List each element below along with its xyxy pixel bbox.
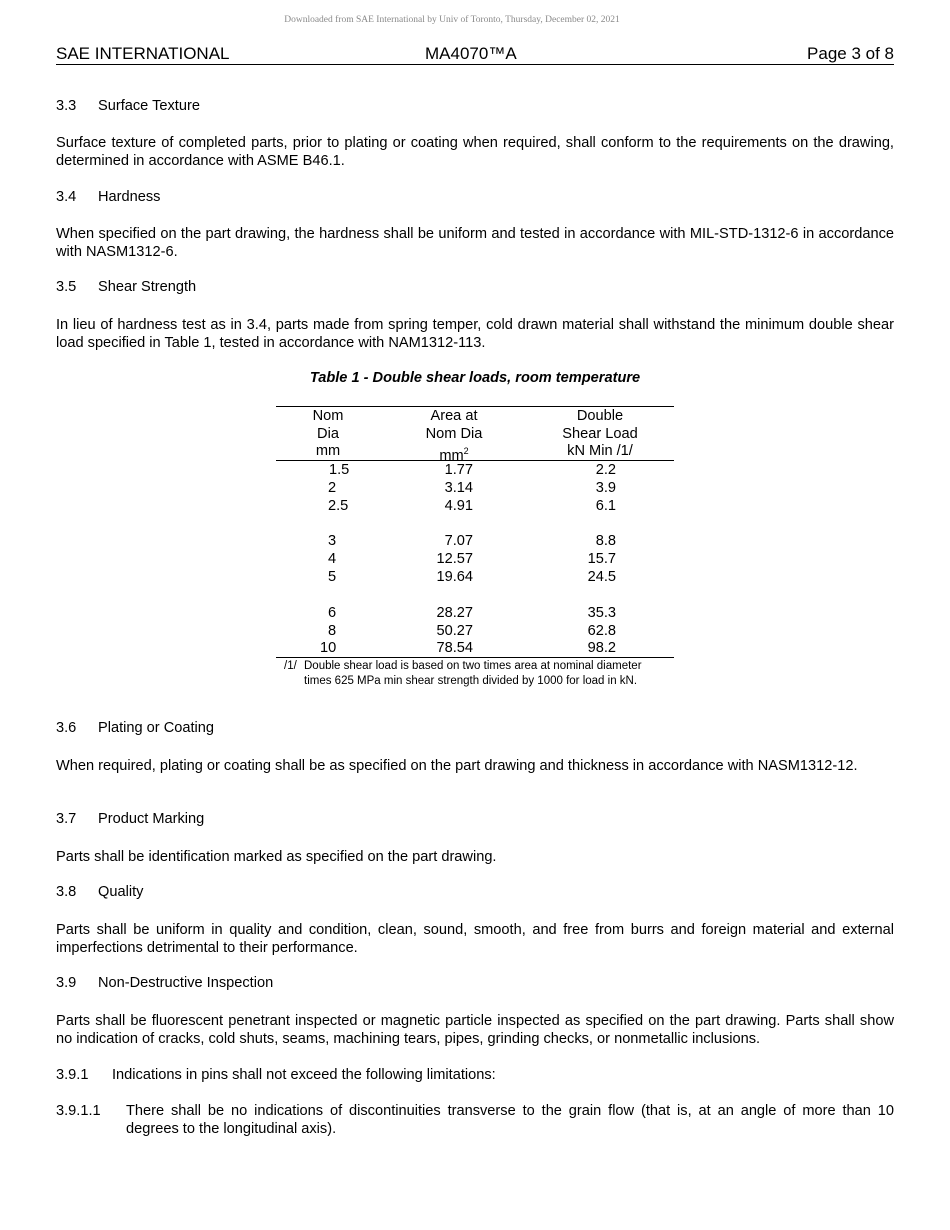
section-heading-3-4 — [56, 189, 160, 205]
column-header-double-shear-load: Double Shear Load kN Min /1/ — [562, 408, 638, 459]
table-cell-area: 12.57 — [436, 551, 473, 567]
section-heading-3-3 — [56, 98, 200, 114]
table-cell-nom-dia: 5 — [328, 569, 337, 585]
section-heading-3-9 — [56, 975, 273, 991]
table-footnote — [284, 659, 669, 688]
table-cell-area: 19.64 — [436, 569, 473, 585]
table-cell-shear-load: 3.9 — [595, 480, 616, 496]
section-body-3-5: In lieu of hardness test as in 3.4, parts made from spring temper, cold drawn material shall withstand the minimum double shear load specified in Table 1, tested in accordance with NAM1312-113. — [56, 317, 894, 351]
table-cell-area: 28.27 — [436, 605, 473, 621]
subsection-number: 3.9.1.1 — [56, 1103, 101, 1119]
section-body-3-9: Parts shall be fluorescent penetrant inspected or magnetic particle inspected as specified on the part drawing. Parts shall show no indication of cracks, cold shuts, seams, machining tears, pipes, grinding checks, or nonmetallic inclusions. — [56, 1013, 894, 1047]
section-title: Product Marking — [98, 811, 205, 827]
download-watermark: Downloaded from SAE International by Univ of Toronto, Thursday, December 02, 2021 — [284, 15, 620, 25]
table-header-rule — [276, 460, 674, 461]
table-top-rule — [276, 406, 674, 407]
table-cell-area: 7.07 — [444, 533, 473, 549]
section-title: Quality — [98, 884, 144, 900]
section-title: Non-Destructive Inspection — [98, 975, 274, 991]
section-title: Shear Strength — [98, 279, 197, 295]
section-body-3-8: Parts shall be uniform in quality and condition, clean, sound, smooth, and free from burrs and foreign material and external imperfections detrimental to their performance. — [56, 922, 894, 956]
header-page-number: Page 3 of 8 — [807, 44, 894, 63]
table-cell-nom-dia: 1.5 — [329, 462, 350, 478]
table-cell-shear-load: 8.8 — [595, 533, 616, 549]
table-cell-nom-dia: 8 — [328, 623, 337, 639]
table-cell-area: 50.27 — [436, 623, 473, 639]
section-number: 3.3 — [56, 98, 77, 114]
column-header-nom-dia: Nom Dia mm — [312, 408, 344, 459]
subsection-3-9-1 — [56, 1066, 894, 1084]
table-cell-nom-dia: 6 — [328, 605, 337, 621]
table-cell-area: 1.77 — [444, 462, 473, 478]
table-cell-shear-load: 24.5 — [587, 569, 616, 585]
table-cell-shear-load: 98.2 — [587, 640, 616, 656]
section-number: 3.8 — [56, 884, 77, 900]
table-cell-nom-dia: 4 — [328, 551, 337, 567]
footnote-marker: /1/ — [284, 660, 297, 672]
table-cell-shear-load: 6.1 — [595, 498, 616, 514]
subsection-3-9-1-1 — [56, 1102, 894, 1138]
table-cell-nom-dia: 10 — [320, 640, 337, 656]
header-organization: SAE INTERNATIONAL — [56, 44, 230, 63]
section-title: Plating or Coating — [98, 720, 215, 736]
section-body-3-7: Parts shall be identification marked as specified on the part drawing. — [56, 849, 497, 865]
section-number: 3.9 — [56, 975, 77, 991]
header-document-number: MA4070™A — [425, 44, 517, 63]
table-cell-shear-load: 2.2 — [595, 462, 616, 478]
table-cell-shear-load: 62.8 — [587, 623, 616, 639]
subsection-text: Indications in pins shall not exceed the following limitations: — [112, 1067, 496, 1083]
subsection-text: There shall be no indications of discontinuities transverse to the grain flow (that is, at an angle of more than 10 degrees to the longitudinal axis). — [126, 1103, 894, 1137]
table-caption: Table 1 - Double shear loads, room temperature — [309, 370, 641, 386]
table-cell-nom-dia: 2.5 — [328, 498, 349, 514]
section-body-3-6: When required, plating or coating shall be as specified on the part drawing and thickness in accordance with NASM1312-12. — [56, 758, 858, 774]
table-bottom-rule — [276, 657, 674, 658]
section-number: 3.4 — [56, 189, 77, 205]
table-cell-nom-dia: 3 — [328, 533, 337, 549]
section-heading-3-7 — [56, 811, 204, 827]
section-number: 3.7 — [56, 811, 77, 827]
section-number: 3.6 — [56, 720, 77, 736]
column-header-area: Area at Nom Dia $mm^2$ — [425, 408, 483, 464]
section-body-3-4: When specified on the part drawing, the hardness shall be uniform and tested in accordance with MIL-STD-1312-6 in accordance with NASM1312-6. — [56, 226, 894, 260]
footnote-text: Double shear load is based on two times area at nominal diameter times 625 MPa min shear strength divided by 1000 for load in kN. — [304, 660, 642, 687]
section-title: Surface Texture — [98, 98, 200, 114]
section-heading-3-5 — [56, 279, 196, 295]
page-header — [56, 44, 894, 65]
table-cell-nom-dia: 2 — [328, 480, 337, 496]
table-cell-area: 78.54 — [436, 640, 473, 656]
table-cell-shear-load: 15.7 — [587, 551, 616, 567]
subsection-number: 3.9.1 — [56, 1067, 89, 1083]
table-cell-area: 4.91 — [444, 498, 473, 514]
table-cell-area: 3.14 — [444, 480, 473, 496]
section-title: Hardness — [98, 189, 161, 205]
section-body-3-3: Surface texture of completed parts, prior to plating or coating when required, shall conform to the requirements on the drawing, determined in accordance with ASME B46.1. — [56, 135, 894, 169]
table-cell-shear-load: 35.3 — [587, 605, 616, 621]
section-number: 3.5 — [56, 279, 77, 295]
section-heading-3-8 — [56, 884, 143, 900]
section-heading-3-6 — [56, 720, 214, 736]
